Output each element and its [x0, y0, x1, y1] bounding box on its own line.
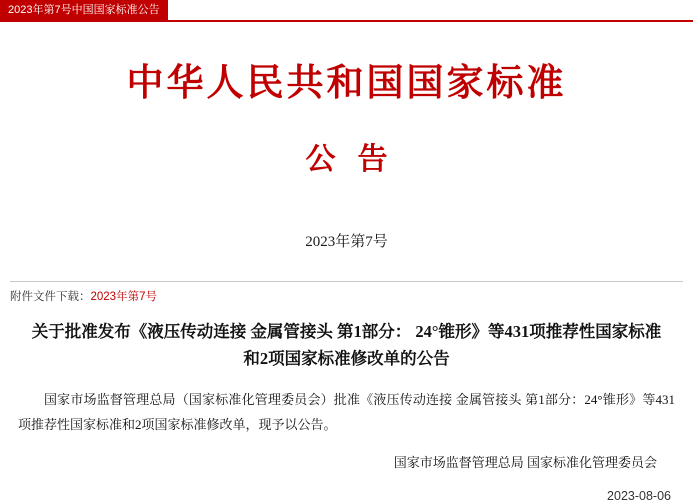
announcement-body: 国家市场监督管理总局（国家标准化管理委员会）批准《液压传动连接 金属管接头 第1部分：24°锥形》等431项推荐性国家标准和2项国家标准修改单，现予以公告。: [18, 392, 675, 433]
publish-date: 2023-08-06: [607, 488, 671, 503]
tab-standard-announcement[interactable]: 2023年第7号中国国家标准公告: [0, 0, 168, 20]
attachment-label: 附件文件下载：: [10, 291, 91, 303]
page-subtitle: 公告: [305, 143, 410, 176]
section-divider: [10, 281, 683, 282]
page-title: 中华人民共和国国家标准: [126, 63, 567, 104]
document-page: [0, 52, 693, 503]
attachment-download-link[interactable]: 2023年第7号: [90, 291, 157, 303]
issuing-authority: 国家市场监督管理总局 国家标准化管理委员会: [393, 454, 657, 470]
announcement-title: 关于批准发布《液压传动连接 金属管接头 第1部分： 24°锥形》等431项推荐性国家标准和2项国家标准修改单的公告: [31, 322, 662, 369]
issue-number: 2023年第7号: [305, 234, 388, 250]
tab-bar: [0, 0, 693, 22]
attachment-row: [10, 288, 683, 304]
